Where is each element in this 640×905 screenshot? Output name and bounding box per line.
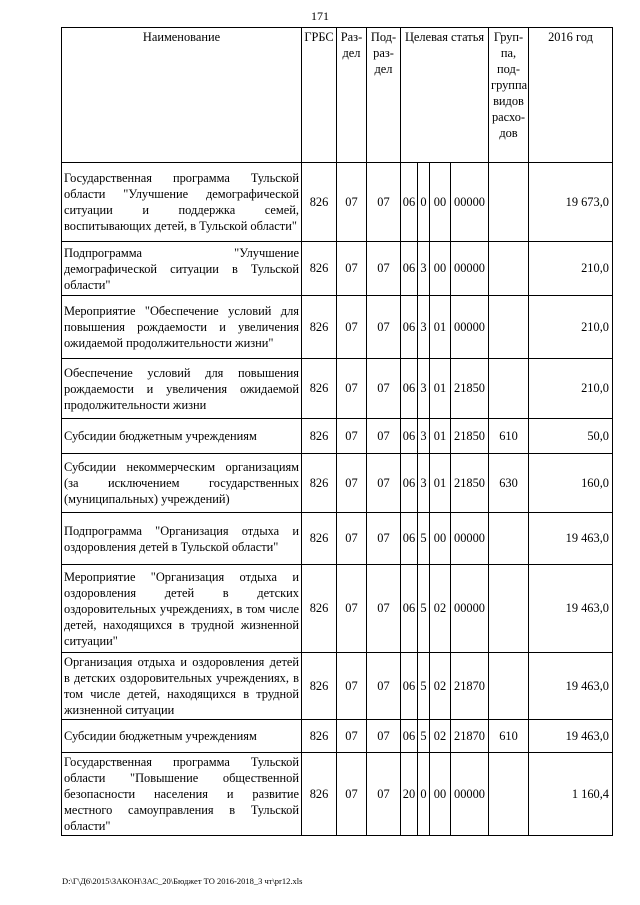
row-target-measure: 01 <box>430 454 451 513</box>
row-target-program: 06 <box>401 359 418 419</box>
row-razdel: 07 <box>337 565 367 653</box>
row-target-direction: 00000 <box>451 242 489 296</box>
row-target-program: 06 <box>401 163 418 242</box>
header-target-article: Целевая статья <box>401 28 489 163</box>
row-target-subprogram: 3 <box>418 454 430 513</box>
row-target-measure: 01 <box>430 419 451 454</box>
row-amount: 19 463,0 <box>529 565 613 653</box>
row-target-program: 06 <box>401 565 418 653</box>
row-grbs: 826 <box>302 242 337 296</box>
table-row <box>62 419 613 454</box>
row-target-program: 06 <box>401 720 418 753</box>
row-amount: 19 673,0 <box>529 163 613 242</box>
row-target-measure: 02 <box>430 565 451 653</box>
row-target-subprogram: 5 <box>418 653 430 720</box>
table-row <box>62 720 613 753</box>
table-row <box>62 454 613 513</box>
row-expense-group <box>489 359 529 419</box>
row-target-direction: 21850 <box>451 454 489 513</box>
row-podrazdel: 07 <box>367 513 401 565</box>
table-row <box>62 513 613 565</box>
row-expense-group <box>489 163 529 242</box>
row-amount: 1 160,4 <box>529 753 613 836</box>
row-expense-group <box>489 513 529 565</box>
row-razdel: 07 <box>337 359 367 419</box>
row-target-measure: 02 <box>430 720 451 753</box>
row-name: Мероприятие "Организация отдыха и оздоровления детей в детских оздоровительных учреждениях, в том числе детей, находящихся в трудной жизненной ситуации" <box>62 565 302 653</box>
header-grbs: ГРБС <box>302 28 337 163</box>
row-podrazdel: 07 <box>367 753 401 836</box>
row-amount: 160,0 <box>529 454 613 513</box>
row-amount: 210,0 <box>529 242 613 296</box>
row-podrazdel: 07 <box>367 359 401 419</box>
row-target-measure: 00 <box>430 163 451 242</box>
row-target-direction: 00000 <box>451 565 489 653</box>
row-razdel: 07 <box>337 513 367 565</box>
row-razdel: 07 <box>337 653 367 720</box>
row-name: Государственная программа Тульской области "Повышение общественной безопасности населения и развитие местного самоуправления в Тульской области" <box>62 753 302 836</box>
row-amount: 210,0 <box>529 359 613 419</box>
table-row <box>62 163 613 242</box>
row-name: Подпрограмма "Организация отдыха и оздоровления детей в Тульской области" <box>62 513 302 565</box>
row-target-program: 06 <box>401 242 418 296</box>
row-target-direction: 21870 <box>451 653 489 720</box>
row-amount: 50,0 <box>529 419 613 454</box>
row-grbs: 826 <box>302 419 337 454</box>
row-grbs: 826 <box>302 653 337 720</box>
row-name: Организация отдыха и оздоровления детей в детских оздоровительных учреждениях, в том числе детей, находящихся в трудной жизненной ситуации <box>62 653 302 720</box>
row-grbs: 826 <box>302 753 337 836</box>
row-podrazdel: 07 <box>367 454 401 513</box>
row-podrazdel: 07 <box>367 419 401 454</box>
row-target-subprogram: 3 <box>418 296 430 359</box>
row-target-subprogram: 5 <box>418 720 430 753</box>
row-target-direction: 21850 <box>451 419 489 454</box>
row-target-measure: 01 <box>430 296 451 359</box>
row-target-program: 06 <box>401 454 418 513</box>
row-amount: 19 463,0 <box>529 513 613 565</box>
row-razdel: 07 <box>337 163 367 242</box>
row-expense-group <box>489 242 529 296</box>
row-expense-group: 610 <box>489 419 529 454</box>
row-name: Субсидии бюджетным учреждениям <box>62 720 302 753</box>
row-target-direction: 00000 <box>451 753 489 836</box>
row-target-measure: 00 <box>430 513 451 565</box>
row-razdel: 07 <box>337 753 367 836</box>
row-name: Субсидии некоммерческим организациям (за исключением государственных (муниципальных) учреждений) <box>62 454 302 513</box>
row-amount: 19 463,0 <box>529 720 613 753</box>
row-expense-group <box>489 296 529 359</box>
row-expense-group: 610 <box>489 720 529 753</box>
row-target-subprogram: 5 <box>418 565 430 653</box>
row-razdel: 07 <box>337 454 367 513</box>
row-target-measure: 00 <box>430 753 451 836</box>
row-target-program: 06 <box>401 513 418 565</box>
row-razdel: 07 <box>337 419 367 454</box>
file-path-footer: D:\Г\Д6\2015\ЗАКОН\ЗАС_20\Бюджет ТО 2016-2018_3 чт\pr12.xls <box>62 876 303 886</box>
row-grbs: 826 <box>302 513 337 565</box>
row-grbs: 826 <box>302 720 337 753</box>
row-target-subprogram: 0 <box>418 753 430 836</box>
table-row <box>62 565 613 653</box>
row-target-direction: 00000 <box>451 513 489 565</box>
row-razdel: 07 <box>337 242 367 296</box>
row-target-direction: 21850 <box>451 359 489 419</box>
row-target-measure: 00 <box>430 242 451 296</box>
row-grbs: 826 <box>302 296 337 359</box>
table-row <box>62 653 613 720</box>
row-name: Мероприятие "Обеспечение условий для повышения рождаемости и увеличения ожидаемой продолжительности жизни" <box>62 296 302 359</box>
row-target-subprogram: 3 <box>418 419 430 454</box>
budget-table <box>61 27 613 836</box>
row-target-subprogram: 0 <box>418 163 430 242</box>
table-row <box>62 753 613 836</box>
header-expense-group: Груп-па, под-группа видов расхо-дов <box>489 28 529 163</box>
row-target-subprogram: 3 <box>418 242 430 296</box>
row-target-direction: 00000 <box>451 296 489 359</box>
row-target-direction: 00000 <box>451 163 489 242</box>
row-podrazdel: 07 <box>367 565 401 653</box>
row-name: Субсидии бюджетным учреждениям <box>62 419 302 454</box>
row-podrazdel: 07 <box>367 242 401 296</box>
row-target-measure: 01 <box>430 359 451 419</box>
row-target-subprogram: 5 <box>418 513 430 565</box>
row-name: Подпрограмма "Улучшение демографической ситуации в Тульской области" <box>62 242 302 296</box>
header-name: Наименование <box>62 28 302 163</box>
row-amount: 19 463,0 <box>529 653 613 720</box>
row-expense-group <box>489 653 529 720</box>
header-year: 2016 год <box>529 28 613 163</box>
row-target-program: 06 <box>401 653 418 720</box>
row-podrazdel: 07 <box>367 296 401 359</box>
table-row <box>62 359 613 419</box>
row-name: Государственная программа Тульской области "Улучшение демографической ситуации и поддержка семей, воспитывающих детей, в Тульской области" <box>62 163 302 242</box>
row-target-direction: 21870 <box>451 720 489 753</box>
row-amount: 210,0 <box>529 296 613 359</box>
row-target-subprogram: 3 <box>418 359 430 419</box>
row-expense-group <box>489 753 529 836</box>
row-target-program: 06 <box>401 419 418 454</box>
header-row <box>62 28 613 163</box>
row-podrazdel: 07 <box>367 653 401 720</box>
row-podrazdel: 07 <box>367 720 401 753</box>
row-grbs: 826 <box>302 454 337 513</box>
header-podrazdel: Под-раз-дел <box>367 28 401 163</box>
row-razdel: 07 <box>337 720 367 753</box>
row-target-program: 20 <box>401 753 418 836</box>
row-name: Обеспечение условий для повышения рождаемости и увеличения ожидаемой продолжительности жизни <box>62 359 302 419</box>
row-grbs: 826 <box>302 163 337 242</box>
table-row <box>62 242 613 296</box>
row-target-program: 06 <box>401 296 418 359</box>
page-number: 171 <box>311 9 329 23</box>
row-razdel: 07 <box>337 296 367 359</box>
row-podrazdel: 07 <box>367 163 401 242</box>
row-target-measure: 02 <box>430 653 451 720</box>
row-expense-group: 630 <box>489 454 529 513</box>
row-expense-group <box>489 565 529 653</box>
row-grbs: 826 <box>302 565 337 653</box>
header-razdel: Раз-дел <box>337 28 367 163</box>
row-grbs: 826 <box>302 359 337 419</box>
table-row <box>62 296 613 359</box>
